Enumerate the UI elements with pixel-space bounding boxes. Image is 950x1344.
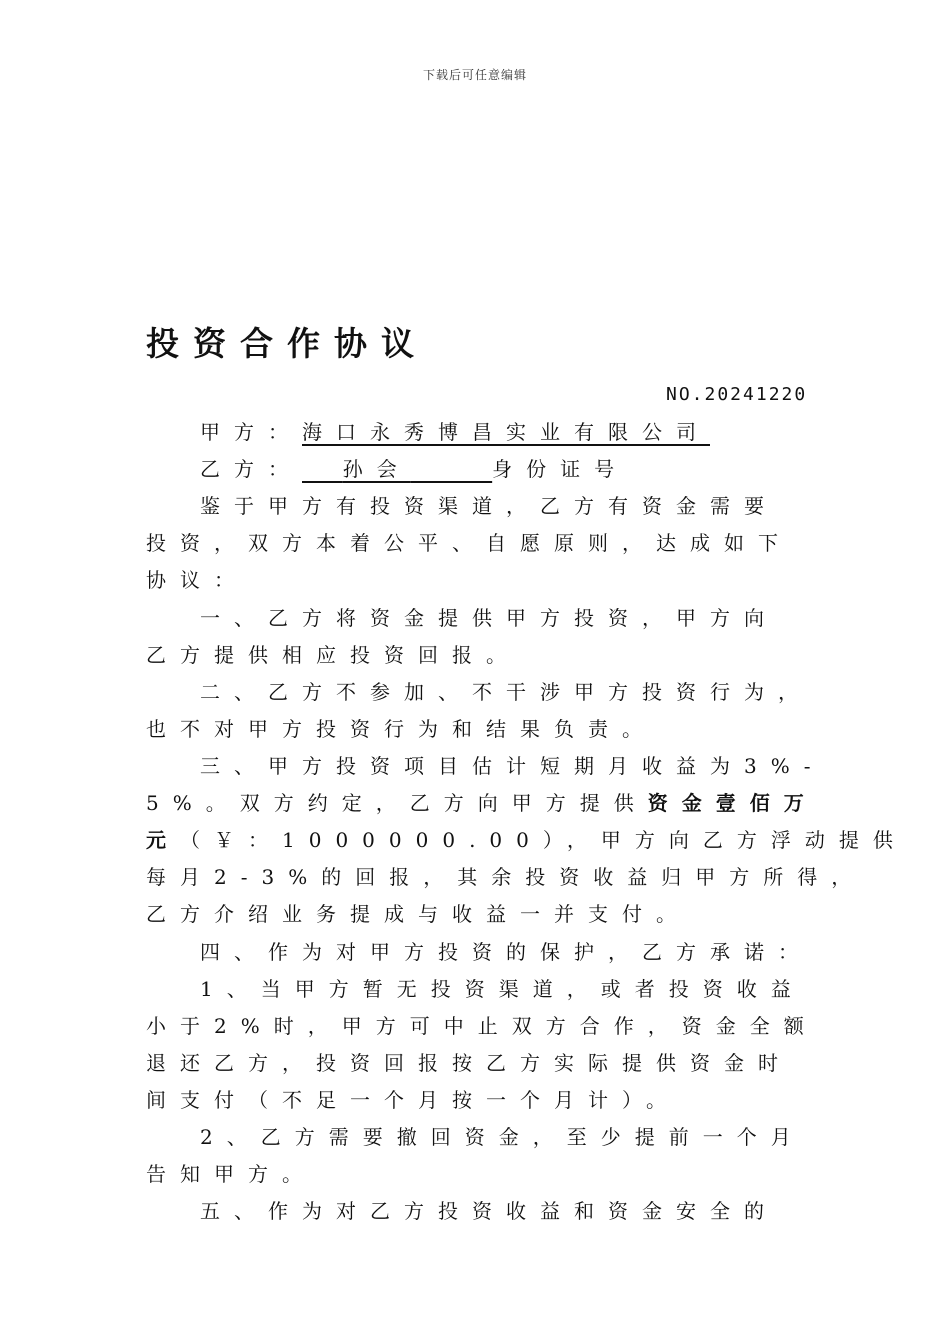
- party-b-line: [200, 456, 850, 482]
- document-title: 投资合作协议: [146, 324, 428, 363]
- party-a-label: 甲方：: [200, 420, 302, 444]
- clause-4-1-line-2: 小于2%时，甲方可中止双方合作，资金全额: [146, 1014, 818, 1038]
- clause-4-1-line-3: 退还乙方，投资回报按乙方实际提供资金时: [146, 1051, 792, 1075]
- clause-2-line-2: 也不对甲方投资行为和结果负责。: [146, 717, 656, 741]
- clause-4-1-line-1: 1、当甲方暂无投资渠道，或者投资收益: [200, 977, 805, 1001]
- clause-4-2-line-2: 告知甲方。: [146, 1162, 316, 1186]
- clause-2-line-1: 二、乙方不参加、不干涉甲方投资行为，: [200, 680, 812, 704]
- clause-4-2-line-1: 2、乙方需要撤回资金，至少提前一个月: [200, 1125, 805, 1149]
- amount-bold-text: 资金壹佰万: [647, 791, 818, 815]
- intro-line-1: 鉴于甲方有投资渠道，乙方有资金需要: [200, 494, 778, 518]
- party-a-line: [200, 419, 850, 445]
- party-a-name: 海口永秀博昌实业有限公司: [302, 420, 710, 444]
- clause-3-line-4: 每月2-3%的回报，其余投资收益归甲方所得，: [146, 865, 866, 889]
- clause-3-line-2: 5%。双方约定，乙方向甲方提供资金壹佰万: [146, 791, 818, 815]
- clause-3-line-3: 元（￥：1000000.00），甲方向乙方浮动提供: [146, 828, 907, 852]
- intro-line-3: 协议：: [146, 568, 248, 592]
- clause-4-1-line-4: 间支付（不足一个月按一个月计）。: [146, 1088, 680, 1112]
- clause-3-line-1: 三、甲方投资项目估计短期月收益为3%-: [200, 754, 825, 778]
- intro-line-2: 投资，双方本着公平、自愿原则，达成如下: [146, 531, 792, 555]
- clause-3-line-5: 乙方介绍业务提成与收益一并支付。: [146, 902, 690, 926]
- page-header: 下载后可任意编辑: [422, 68, 527, 82]
- clause-4-line-1: 四、作为对甲方投资的保护，乙方承诺：: [200, 940, 812, 964]
- clause-5-line-1: 五、作为对乙方投资收益和资金安全的: [200, 1199, 778, 1223]
- party-b-label: 乙方：: [200, 457, 302, 481]
- clause-1-line-1: 一、乙方将资金提供甲方投资，甲方向: [200, 606, 778, 630]
- party-b-id-label: 身份证号: [492, 457, 629, 481]
- document-number: NO.20241220: [666, 384, 808, 405]
- party-b-name: 孙会: [342, 457, 411, 481]
- clause-1-line-2: 乙方提供相应投资回报。: [146, 643, 520, 667]
